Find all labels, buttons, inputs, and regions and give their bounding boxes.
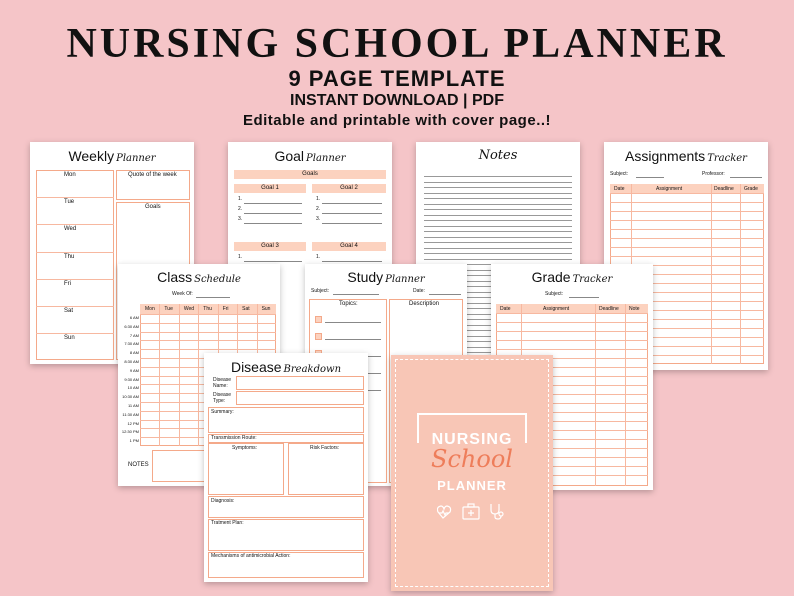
schedule-time-label: 12 PM	[127, 420, 139, 426]
weekly-day-divider	[36, 197, 114, 198]
goal-1-line-3: 3.	[238, 216, 243, 222]
topic-checkbox	[315, 316, 322, 323]
disease-name-box	[236, 376, 364, 390]
weekly-day-label: Sun	[64, 335, 75, 342]
grade-title: Grade Tracker	[531, 269, 613, 285]
grade-col-note: Note	[629, 306, 640, 312]
cover-school-text: School	[431, 445, 513, 473]
assign-col-date: Date	[614, 186, 625, 192]
weekly-day-divider	[36, 333, 114, 334]
quote-label: Quote of the week	[128, 172, 177, 178]
notes-line	[424, 187, 572, 188]
assign-row-line	[610, 202, 764, 203]
schedule-time-label: 6:30 AM	[124, 323, 139, 329]
schedule-day-label: Sat	[242, 306, 250, 312]
diagnosis-label: Diagnosis:	[211, 498, 235, 504]
disease-breakdown-page	[204, 353, 368, 582]
grade-subject-label: Subject:	[545, 291, 564, 297]
assign-row-line	[610, 229, 764, 230]
grade-row-line	[496, 322, 648, 323]
schedule-time-label: 1 PM	[129, 438, 139, 444]
cover-planner-text: PLANNER	[437, 478, 507, 493]
grade-col-date: Date	[500, 306, 511, 312]
schedule-row-line	[140, 340, 276, 341]
weekly-day-label: Thu	[64, 253, 75, 260]
study-date-label: Date:	[413, 288, 425, 294]
schedule-row-line	[140, 314, 276, 315]
weekly-title: Weekly Planner	[68, 148, 156, 164]
schedule-time-label: 6 AM	[129, 315, 139, 320]
topic-line	[325, 339, 381, 340]
notes-line	[424, 176, 572, 177]
goal-2-line-2: 2.	[316, 206, 321, 212]
assign-row-line	[610, 256, 764, 257]
disease-title: Disease Breakdown	[230, 359, 342, 375]
disease-type-box	[236, 391, 364, 405]
schedule-time-label: 8 AM	[129, 350, 139, 356]
summary-label: Summary:	[211, 409, 234, 415]
schedule-notes-label: NOTES	[128, 462, 149, 468]
notes-line	[424, 198, 572, 199]
weekly-day-label: Wed	[64, 226, 77, 233]
schedule-day-label: Sun	[261, 306, 271, 312]
assign-professor-label: Professor:	[702, 171, 725, 177]
grade-col-assignment: Assignment	[543, 306, 570, 312]
weekly-day-label: Fri	[64, 280, 71, 287]
cover-icons	[437, 501, 507, 521]
schedule-row-line	[140, 349, 276, 350]
grade-col-deadline: Deadline	[599, 306, 619, 312]
weekly-day-label: Tue	[64, 199, 75, 206]
weekly-day-divider	[36, 279, 114, 280]
schedule-time-label: 9:30 AM	[124, 376, 139, 382]
schedule-time-label: 10:30 AM	[122, 394, 139, 400]
assign-row-line	[610, 220, 764, 221]
grade-row-line	[496, 349, 648, 350]
schedule-time-label: 11:30 AM	[122, 411, 139, 417]
schedule-day-label: Fri	[222, 306, 229, 312]
grade-row-line	[496, 313, 648, 314]
notes-line	[424, 209, 572, 210]
notes-line	[424, 215, 572, 216]
goal-3-header: Goal 3	[234, 242, 306, 251]
schedule-time-label: 11 AM	[127, 403, 139, 408]
notes-line	[424, 220, 572, 221]
medical-kit-icon	[463, 504, 479, 519]
schedule-day-label: Thu	[203, 306, 212, 312]
topic-checkbox	[315, 333, 322, 340]
goal-2-line-1: 1.	[316, 196, 321, 202]
goals-bar: Goals	[234, 170, 386, 179]
grade-row-line	[496, 331, 648, 332]
notes-line	[424, 248, 572, 249]
schedule-time-label: 10 AM	[127, 385, 139, 391]
schedule-day-label: Wed	[183, 306, 195, 312]
goal-1-line-2: 2.	[238, 206, 243, 212]
assign-row-line	[610, 193, 764, 194]
assign-subject-label: Subject:	[610, 171, 629, 177]
notes-line	[424, 204, 572, 205]
study-subject-label: Subject:	[311, 288, 330, 294]
weekly-days-box	[36, 170, 114, 360]
weekly-day-divider	[36, 224, 114, 225]
notes-title: Notes	[478, 148, 518, 163]
assign-row-line	[610, 238, 764, 239]
mechanisms-label: Mechanisms of antimicrobial Action:	[211, 553, 291, 559]
goal-1-line-1: 1.	[238, 196, 243, 202]
notes-line	[424, 226, 572, 227]
transmission-label: Transmission Route:	[211, 435, 257, 441]
notes-line	[424, 253, 572, 254]
assign-col-deadline: Deadline	[714, 186, 734, 192]
grade-row-line	[496, 340, 648, 341]
notes-line	[424, 182, 572, 183]
goal-title: Goal Planner	[274, 148, 346, 164]
schedule-row-line	[140, 323, 276, 324]
notes-line	[424, 237, 572, 238]
schedule-day-label: Tue	[164, 306, 173, 312]
goal-2-header: Goal 2	[312, 184, 386, 193]
schedule-row-line	[140, 332, 276, 333]
risk-factors-label: Risk Factors:	[310, 445, 340, 451]
weekly-day-divider	[36, 252, 114, 253]
schedule-time-label: 8:30 AM	[124, 359, 139, 364]
banner-title: NURSING SCHOOL PLANNER	[66, 21, 728, 67]
disease-type-label: Disease Type:	[213, 392, 232, 404]
assignments-title: Assignments Tracker	[625, 148, 747, 164]
notes-line	[424, 231, 572, 232]
schedule-time-label: 7 AM	[129, 332, 139, 338]
assign-col-grade: Grade	[744, 186, 758, 192]
description-label: Description	[409, 301, 440, 307]
goals-label: Goals	[145, 204, 161, 210]
weekly-day-label: Mon	[64, 172, 76, 178]
goal-1-header: Goal 1	[234, 184, 306, 193]
schedule-time-label: 12:30 PM	[121, 429, 139, 435]
goal-3-line-1: 1.	[238, 254, 243, 260]
schedule-time-label: 7:30 AM	[124, 341, 139, 347]
treatment-label: Tratment Plan:	[211, 520, 244, 526]
assign-row-line	[610, 211, 764, 212]
goal-4-line-1: 1.	[316, 254, 321, 260]
symptoms-label: Symptoms:	[232, 445, 258, 451]
banner-format: INSTANT DOWNLOAD | PDF	[290, 92, 504, 109]
notes-line	[424, 242, 572, 243]
topic-line	[325, 322, 381, 323]
banner-subtitle: 9 PAGE TEMPLATE	[288, 66, 506, 91]
assign-row-line	[610, 247, 764, 248]
assign-col-assignment: Assignment	[656, 186, 683, 192]
cover-page	[391, 355, 553, 591]
notes-line	[424, 259, 572, 260]
goal-2-line-3: 3.	[316, 216, 321, 222]
schedule-day-label: Mon	[145, 306, 155, 312]
class-title: Class Schedule	[157, 269, 241, 285]
weekly-day-label: Sat	[64, 308, 74, 314]
schedule-time-label: 9 AM	[129, 367, 139, 373]
week-of-label: Week Of:	[172, 291, 193, 297]
cover-nursing-text: NURSING	[431, 431, 513, 448]
stethoscope-icon	[491, 504, 503, 519]
notes-line	[424, 193, 572, 194]
heart-icon	[437, 506, 450, 518]
topics-label: Topics:	[339, 301, 358, 307]
banner-tagline: Editable and printable with cover page..!	[242, 112, 552, 129]
weekly-day-divider	[36, 306, 114, 307]
study-title: Study Planner	[347, 269, 425, 285]
goal-4-header: Goal 4	[312, 242, 386, 251]
disease-name-label: Disease Name:	[213, 377, 232, 389]
